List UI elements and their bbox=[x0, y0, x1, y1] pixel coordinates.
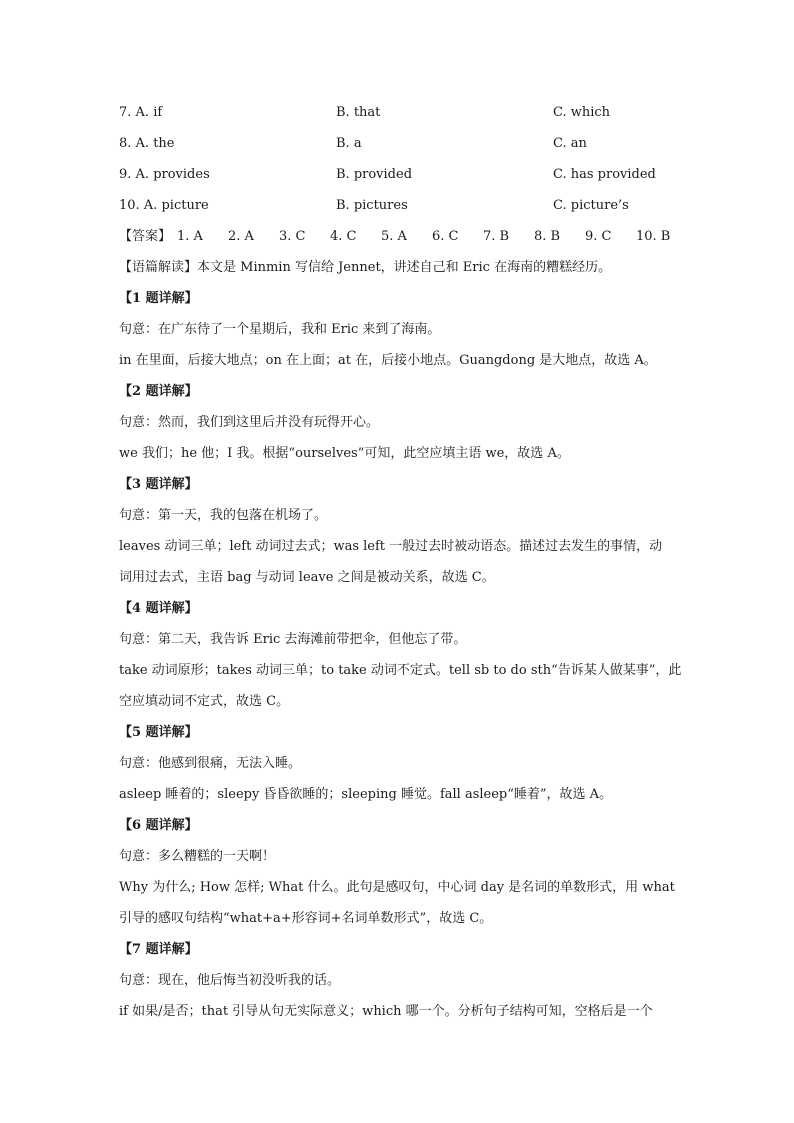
option-c: C. has provided bbox=[553, 167, 656, 182]
section-heading: 【4 题详解】 bbox=[119, 601, 198, 616]
explanation-line: 引导的感叹句结构“what+a+形容词+名词单数形式”，故选 C。 bbox=[119, 911, 493, 926]
answer-item: 2. A bbox=[228, 229, 254, 244]
answer-item: 1. A bbox=[177, 229, 203, 244]
option-b: B. that bbox=[336, 105, 381, 120]
explanation-line: leaves 动词三单；left 动词过去式；was left 一般过去时被动语态。描述过去发生的事情，动 bbox=[119, 539, 663, 554]
explanation-line: if 如果/是否；that 引导从句无实际意义；which 哪一个。分析句子结构可知，空格后是一个 bbox=[119, 1004, 653, 1019]
answer-item: 3. C bbox=[279, 229, 306, 244]
section-heading: 【3 题详解】 bbox=[119, 477, 198, 492]
answer-label: 【答案】 bbox=[119, 229, 172, 244]
sentence-meaning: 句意：多么糟糕的一天啊！ bbox=[119, 849, 276, 864]
option-c: C. an bbox=[553, 136, 587, 151]
explanation-line: Why 为什么; How 怎样; What 什么。此句是感叹句，中心词 day 是名词的单数形式，用 what bbox=[119, 880, 675, 895]
sentence-meaning: 句意：第一天，我的包落在机场了。 bbox=[119, 508, 328, 523]
explanation-line: we 我们；he 他；I 我。根据“ourselves”可知，此空应填主语 we，故选 A。 bbox=[119, 446, 570, 461]
answer-item: 5. A bbox=[381, 229, 407, 244]
section-heading: 【2 题详解】 bbox=[119, 384, 198, 399]
option-a: 10. A. picture bbox=[119, 198, 209, 213]
explanation-line: asleep 睡着的；sleepy 昏昏欲睡的；sleeping 睡觉。fall asleep“睡着”，故选 A。 bbox=[119, 787, 613, 802]
sentence-meaning: 句意：他感到很痛，无法入睡。 bbox=[119, 756, 302, 771]
option-b: B. a bbox=[336, 136, 362, 151]
answer-item: 7. B bbox=[483, 229, 510, 244]
sentence-meaning: 句意：现在，他后悔当初没听我的话。 bbox=[119, 973, 341, 988]
section-heading: 【7 题详解】 bbox=[119, 942, 198, 957]
explanation-line: in 在里面，后接大地点；on 在上面；at 在，后接小地点。Guangdong 是大地点，故选 A。 bbox=[119, 353, 657, 368]
option-a: 7. A. if bbox=[119, 105, 163, 120]
option-a: 8. A. the bbox=[119, 136, 175, 151]
explanation-line: take 动词原形；takes 动词三单；to take 动词不定式。tell sb to do sth“告诉某人做某事”，此 bbox=[119, 663, 682, 678]
sentence-meaning: 句意：第二天，我告诉 Eric 去海滩前带把伞，但他忘了带。 bbox=[119, 632, 467, 647]
sentence-meaning: 句意：然而，我们到这里后并没有玩得开心。 bbox=[119, 415, 380, 430]
option-c: C. which bbox=[553, 105, 611, 120]
answer-item: 4. C bbox=[330, 229, 357, 244]
explanation-line: 空应填动词不定式，故选 C。 bbox=[119, 694, 290, 709]
answer-item: 8. B bbox=[534, 229, 561, 244]
answer-item: 9. C bbox=[585, 229, 612, 244]
section-heading: 【1 题详解】 bbox=[119, 291, 198, 306]
section-heading: 【6 题详解】 bbox=[119, 818, 198, 833]
passage-summary: 【语篇解读】本文是 Minmin 写信给 Jennet，讲述自己和 Eric 在海南的糟糕经历。 bbox=[119, 260, 612, 275]
sentence-meaning: 句意：在广东待了一个星期后，我和 Eric 来到了海南。 bbox=[119, 322, 441, 337]
option-a: 9. A. provides bbox=[119, 167, 210, 182]
answer-item: 6. C bbox=[432, 229, 459, 244]
option-c: C. picture’s bbox=[553, 198, 629, 213]
option-b: B. pictures bbox=[336, 198, 408, 213]
option-b: B. provided bbox=[336, 167, 413, 182]
answer-item: 10. B bbox=[636, 229, 671, 244]
section-heading: 【5 题详解】 bbox=[119, 725, 198, 740]
explanation-line: 词用过去式，主语 bag 与动词 leave 之间是被动关系，故选 C。 bbox=[119, 570, 495, 585]
